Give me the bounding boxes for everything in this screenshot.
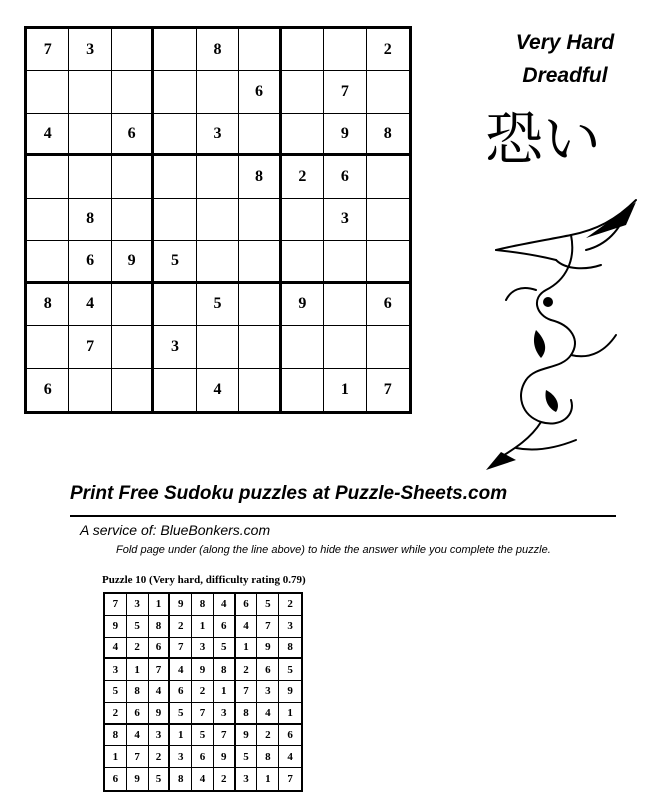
puzzle-cell-r8-c7[interactable] bbox=[282, 326, 324, 368]
sudoku-puzzle-grid bbox=[24, 26, 412, 414]
puzzle-cell-r6-c7[interactable] bbox=[282, 241, 324, 283]
puzzle-cell-r2-c6[interactable]: 6 bbox=[239, 71, 281, 113]
answer-cell-r1-c1: 7 bbox=[105, 594, 127, 616]
puzzle-cell-r1-c3[interactable] bbox=[112, 29, 154, 71]
answer-cell-r6-c3: 9 bbox=[149, 703, 171, 725]
answer-cell-r4-c3: 7 bbox=[149, 659, 171, 681]
answer-cell-r3-c9: 8 bbox=[279, 638, 301, 660]
answer-cell-r1-c8: 5 bbox=[257, 594, 279, 616]
answer-cell-r2-c7: 4 bbox=[236, 616, 258, 638]
answer-cell-r5-c5: 2 bbox=[192, 681, 214, 703]
answer-cell-r3-c6: 5 bbox=[214, 638, 236, 660]
answer-cell-r4-c8: 6 bbox=[257, 659, 279, 681]
puzzle-cell-r9-c6[interactable] bbox=[239, 369, 281, 411]
answer-cell-r9-c9: 7 bbox=[287, 773, 293, 786]
answer-cell-r7-c5: 5 bbox=[192, 725, 214, 747]
answer-cell-r7-c2: 4 bbox=[127, 725, 149, 747]
puzzle-cell-r8-c8[interactable] bbox=[324, 326, 366, 368]
puzzle-cell-r5-c4[interactable] bbox=[154, 199, 196, 241]
puzzle-cell-r4-c4[interactable] bbox=[154, 156, 196, 198]
answer-cell-r6-c6: 3 bbox=[214, 703, 236, 725]
answer-cell-r9-c4: 8 bbox=[170, 768, 192, 790]
puzzle-cell-r9-c9[interactable]: 7 bbox=[383, 380, 392, 398]
puzzle-cell-r8-c4[interactable]: 3 bbox=[154, 326, 196, 368]
answer-cell-r2-c4: 2 bbox=[170, 616, 192, 638]
puzzle-cell-r6-c5[interactable] bbox=[197, 241, 239, 283]
difficulty-heading bbox=[470, 26, 660, 92]
puzzle-cell-r3-c6[interactable] bbox=[239, 114, 281, 156]
puzzle-cell-r6-c2[interactable]: 6 bbox=[69, 241, 111, 283]
puzzle-cell-r5-c9[interactable] bbox=[367, 199, 409, 241]
answer-cell-r3-c5: 3 bbox=[192, 638, 214, 660]
answer-cell-r1-c3: 1 bbox=[149, 594, 171, 616]
puzzle-cell-r3-c9[interactable]: 8 bbox=[367, 114, 409, 156]
answer-cell-r4-c7: 2 bbox=[236, 659, 258, 681]
puzzle-cell-r3-c4[interactable] bbox=[154, 114, 196, 156]
answer-cell-r4-c9: 5 bbox=[279, 659, 301, 681]
answer-cell-r5-c4: 6 bbox=[170, 681, 192, 703]
puzzle-cell-r1-c8[interactable] bbox=[324, 29, 366, 71]
puzzle-cell-r6-c1[interactable] bbox=[27, 241, 69, 283]
puzzle-cell-r8-c9[interactable] bbox=[367, 326, 409, 368]
answer-cell-r7-c6: 7 bbox=[214, 725, 236, 747]
puzzle-cell-r4-c7[interactable]: 2 bbox=[282, 156, 324, 198]
puzzle-cell-r6-c8[interactable] bbox=[324, 241, 366, 283]
puzzle-cell-r7-c8[interactable] bbox=[324, 284, 366, 326]
answer-cell-r6-c8: 4 bbox=[257, 703, 279, 725]
fold-line-divider bbox=[70, 515, 616, 517]
puzzle-cell-r1-c1[interactable]: 7 bbox=[27, 29, 69, 71]
puzzle-cell-r8-c5[interactable] bbox=[197, 326, 239, 368]
puzzle-cell-r7-c2[interactable]: 4 bbox=[69, 284, 111, 326]
puzzle-cell-r5-c3[interactable] bbox=[112, 199, 154, 241]
answer-cell-r1-c6: 4 bbox=[214, 594, 236, 616]
service-credit: A service of: BlueBonkers.com bbox=[80, 522, 271, 538]
puzzle-cell-r7-c7[interactable]: 9 bbox=[282, 284, 324, 326]
answer-cell-r2-c8: 7 bbox=[257, 616, 279, 638]
puzzle-cell-r6-c9[interactable] bbox=[367, 241, 409, 283]
answer-cell-r7-c8: 2 bbox=[257, 725, 279, 747]
answer-cell-r5-c1: 5 bbox=[105, 681, 127, 703]
puzzle-cell-r5-c8[interactable]: 3 bbox=[324, 199, 366, 241]
answer-cell-r3-c7: 1 bbox=[236, 638, 258, 660]
puzzle-cell-r9-c5[interactable]: 4 bbox=[197, 369, 239, 411]
answer-cell-r8-c9: 4 bbox=[279, 746, 301, 768]
puzzle-cell-r7-c6[interactable] bbox=[239, 284, 281, 326]
puzzle-cell-r5-c7[interactable] bbox=[282, 199, 324, 241]
answer-cell-r3-c3: 6 bbox=[149, 638, 171, 660]
puzzle-cell-r1-c9[interactable]: 2 bbox=[367, 29, 409, 71]
answer-cell-r9-c7: 3 bbox=[236, 768, 258, 790]
answer-cell-r9-c6: 2 bbox=[214, 768, 236, 790]
answer-cell-r5-c9: 9 bbox=[279, 681, 301, 703]
answer-cell-r9-c1: 6 bbox=[105, 768, 127, 790]
puzzle-cell-r4-c5[interactable] bbox=[197, 156, 239, 198]
puzzle-cell-r5-c5[interactable] bbox=[197, 199, 239, 241]
answer-cell-r4-c6: 8 bbox=[214, 659, 236, 681]
puzzle-cell-r5-c6[interactable] bbox=[239, 199, 281, 241]
answer-cell-r8-c8: 8 bbox=[257, 746, 279, 768]
answer-cell-r3-c1: 4 bbox=[105, 638, 127, 660]
answer-grid bbox=[103, 592, 303, 792]
puzzle-cell-r1-c5[interactable]: 8 bbox=[197, 29, 239, 71]
answer-cell-r2-c6: 6 bbox=[214, 616, 236, 638]
answer-cell-r7-c3: 3 bbox=[149, 725, 171, 747]
puzzle-cell-r3-c1[interactable]: 4 bbox=[27, 114, 69, 156]
puzzle-cell-r3-c5[interactable]: 3 bbox=[197, 114, 239, 156]
answer-cell-r6-c5: 7 bbox=[192, 703, 214, 725]
answer-cell-r7-c9: 6 bbox=[279, 725, 301, 747]
answer-cell-r8-c3: 2 bbox=[149, 746, 171, 768]
puzzle-cell-r6-c4[interactable]: 5 bbox=[154, 241, 196, 283]
puzzle-cell-r4-c8[interactable]: 6 bbox=[324, 156, 366, 198]
answer-cell-r1-c9: 2 bbox=[279, 594, 301, 616]
answer-cell-r2-c1: 9 bbox=[105, 616, 127, 638]
answer-cell-r9-c2: 9 bbox=[127, 768, 149, 790]
answer-cell-r5-c3: 4 bbox=[149, 681, 171, 703]
puzzle-cell-r7-c4[interactable] bbox=[154, 284, 196, 326]
puzzle-cell-r8-c6[interactable] bbox=[239, 326, 281, 368]
fold-instructions: Fold page under (along the line above) to hide the answer while you complete the puzzle. bbox=[116, 544, 551, 556]
answer-cell-r7-c4: 1 bbox=[170, 725, 192, 747]
answer-cell-r2-c5: 1 bbox=[192, 616, 214, 638]
puzzle-cell-r9-c1[interactable]: 6 bbox=[27, 369, 69, 411]
puzzle-cell-r9-c4[interactable] bbox=[154, 369, 196, 411]
answer-cell-r6-c4: 5 bbox=[170, 703, 192, 725]
puzzle-cell-r5-c2[interactable]: 8 bbox=[69, 199, 111, 241]
answer-cell-r2-c9: 3 bbox=[279, 616, 301, 638]
answer-cell-r1-c7: 6 bbox=[236, 594, 258, 616]
answer-cell-r7-c1: 8 bbox=[105, 725, 127, 747]
puzzle-cell-r9-c8[interactable]: 1 bbox=[324, 369, 366, 411]
puzzle-cell-r9-c7[interactable] bbox=[282, 369, 324, 411]
puzzle-cell-r2-c9[interactable] bbox=[367, 71, 409, 113]
puzzle-cell-r4-c3[interactable] bbox=[112, 156, 154, 198]
answer-label: Puzzle 10 (Very hard, difficulty rating 0.79) bbox=[102, 574, 306, 586]
answer-cell-r1-c2: 3 bbox=[127, 594, 149, 616]
answer-cell-r8-c6: 9 bbox=[214, 746, 236, 768]
kanji-characters: 恐い bbox=[484, 105, 601, 173]
difficulty-subtitle: Dreadful bbox=[522, 64, 608, 87]
puzzle-cell-r1-c6[interactable] bbox=[239, 29, 281, 71]
puzzle-cell-r8-c1[interactable] bbox=[27, 326, 69, 368]
answer-cell-r3-c4: 7 bbox=[170, 638, 192, 660]
answer-cell-r4-c4: 4 bbox=[170, 659, 192, 681]
puzzle-cell-r2-c8[interactable]: 7 bbox=[324, 71, 366, 113]
puzzle-cell-r7-c1[interactable]: 8 bbox=[27, 284, 69, 326]
puzzle-cell-r5-c1[interactable] bbox=[27, 199, 69, 241]
puzzle-cell-r1-c2[interactable]: 3 bbox=[69, 29, 111, 71]
puzzle-cell-r1-c7[interactable] bbox=[282, 29, 324, 71]
answer-cell-r6-c7: 8 bbox=[236, 703, 258, 725]
puzzle-cell-r2-c1[interactable] bbox=[27, 71, 69, 113]
puzzle-cell-r8-c2[interactable]: 7 bbox=[69, 326, 111, 368]
puzzle-cell-r2-c5[interactable] bbox=[197, 71, 239, 113]
puzzle-cell-r6-c3[interactable]: 9 bbox=[112, 241, 154, 283]
puzzle-cell-r7-c3[interactable] bbox=[112, 284, 154, 326]
answer-cell-r5-c8: 3 bbox=[257, 681, 279, 703]
answer-cell-r3-c2: 2 bbox=[127, 638, 149, 660]
answer-cell-r3-c8: 9 bbox=[257, 638, 279, 660]
puzzle-cell-r2-c7[interactable] bbox=[282, 71, 324, 113]
puzzle-cell-r4-c1[interactable] bbox=[27, 156, 69, 198]
puzzle-cell-r4-c9[interactable] bbox=[367, 156, 409, 198]
puzzle-cell-r3-c3[interactable]: 6 bbox=[112, 114, 154, 156]
puzzle-cell-r3-c7[interactable] bbox=[282, 114, 324, 156]
answer-cell-r1-c5: 8 bbox=[192, 594, 214, 616]
answer-cell-r8-c2: 7 bbox=[127, 746, 149, 768]
answer-cell-r1-c4: 9 bbox=[170, 594, 192, 616]
answer-cell-r6-c9: 1 bbox=[279, 703, 301, 725]
puzzle-cell-r4-c6[interactable]: 8 bbox=[239, 156, 281, 198]
answer-cell-r8-c5: 6 bbox=[192, 746, 214, 768]
puzzle-cell-r3-c2[interactable] bbox=[69, 114, 111, 156]
answer-cell-r4-c1: 3 bbox=[105, 659, 127, 681]
answer-cell-r6-c2: 6 bbox=[127, 703, 149, 725]
answer-cell-r2-c2: 5 bbox=[127, 616, 149, 638]
answer-cell-r7-c7: 9 bbox=[236, 725, 258, 747]
puzzle-cell-r4-c2[interactable] bbox=[69, 156, 111, 198]
puzzle-cell-r9-c3[interactable] bbox=[112, 369, 154, 411]
answer-cell-r4-c2: 1 bbox=[127, 659, 149, 681]
puzzle-cell-r6-c6[interactable] bbox=[239, 241, 281, 283]
print-free-title: Print Free Sudoku puzzles at Puzzle-Sheets.com bbox=[70, 483, 508, 504]
answer-cell-r9-c3: 5 bbox=[149, 768, 171, 790]
answer-cell-r5-c6: 1 bbox=[214, 681, 236, 703]
puzzle-cell-r9-c2[interactable] bbox=[69, 369, 111, 411]
difficulty-label: Very Hard bbox=[515, 31, 615, 54]
dragon-illustration-icon bbox=[476, 190, 656, 475]
answer-cell-r8-c1: 1 bbox=[105, 746, 127, 768]
answer-cell-r8-c4: 3 bbox=[170, 746, 192, 768]
puzzle-cell-r3-c8[interactable]: 9 bbox=[324, 114, 366, 156]
answer-cell-r8-c7: 5 bbox=[236, 746, 258, 768]
puzzle-cell-r7-c9[interactable]: 6 bbox=[367, 284, 409, 326]
puzzle-cell-r2-c3[interactable] bbox=[112, 71, 154, 113]
puzzle-cell-r8-c3[interactable] bbox=[112, 326, 154, 368]
puzzle-cell-r2-c4[interactable] bbox=[154, 71, 196, 113]
answer-cell-r5-c7: 7 bbox=[236, 681, 258, 703]
answer-cell-r6-c1: 2 bbox=[105, 703, 127, 725]
puzzle-cell-r1-c4[interactable] bbox=[154, 29, 196, 71]
answer-cell-r4-c5: 9 bbox=[192, 659, 214, 681]
answer-cell-r9-c8: 1 bbox=[257, 768, 279, 790]
answer-cell-r2-c3: 8 bbox=[149, 616, 171, 638]
puzzle-cell-r7-c5[interactable]: 5 bbox=[197, 284, 239, 326]
answer-cell-r9-c5: 4 bbox=[192, 768, 214, 790]
puzzle-cell-r2-c2[interactable] bbox=[69, 71, 111, 113]
answer-cell-r5-c2: 8 bbox=[127, 681, 149, 703]
